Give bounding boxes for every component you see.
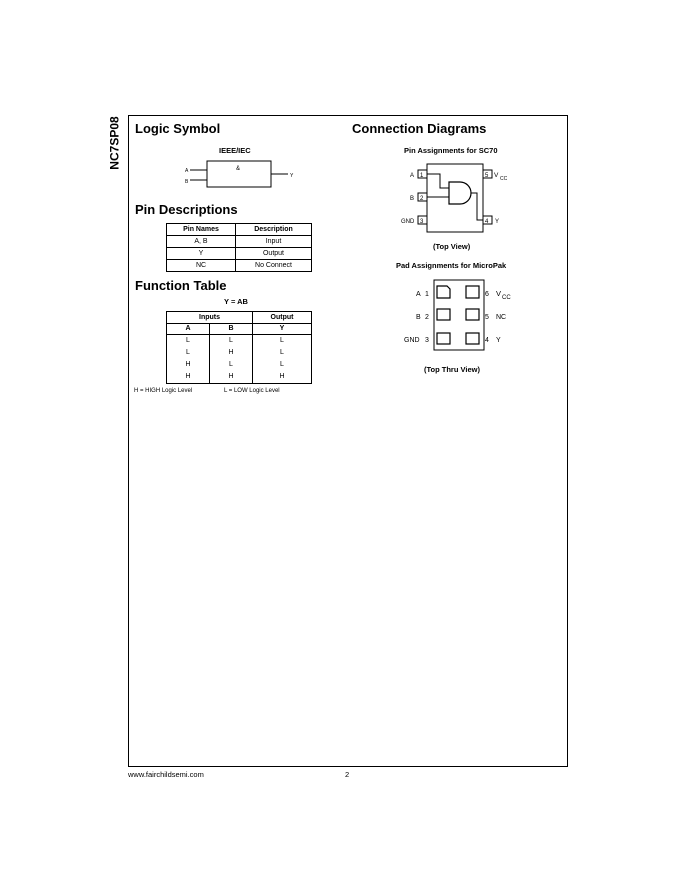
- page-number: 2: [345, 770, 350, 779]
- sc70-pin3-num: 3: [420, 219, 424, 225]
- pin-name-cell: NC: [167, 260, 236, 272]
- sc70-wire-y: [471, 193, 483, 220]
- ieee-iec-label: IEEE/IEC: [219, 146, 251, 155]
- micropak-pin5-name: NC: [496, 314, 507, 321]
- micropak-pin5-num: 5: [485, 314, 489, 321]
- pin-name-cell: Y: [167, 248, 236, 260]
- table-row: [167, 248, 312, 260]
- connection-diagrams-heading: Connection Diagrams: [352, 121, 487, 136]
- group-header-row: [167, 312, 312, 324]
- legend-high: H = HIGH Logic Level: [134, 388, 193, 394]
- legend-low: L = LOW Logic Level: [224, 388, 280, 394]
- sc70-pin5-name: V: [494, 172, 499, 179]
- cell-b: H: [210, 371, 253, 384]
- function-table-heading: Function Table: [135, 278, 227, 293]
- sc70-pin5-subscript: CC: [500, 176, 508, 182]
- sc70-caption: (Top View): [433, 242, 471, 251]
- column-header: Pin Names: [167, 224, 236, 236]
- micropak-pad4: [466, 333, 479, 344]
- table-row: [167, 359, 312, 371]
- micropak-pinout-diagram: [396, 278, 526, 354]
- output-label: Y: [290, 173, 294, 179]
- side-part-number: [104, 118, 134, 178]
- and-gate-icon: [449, 182, 471, 204]
- sc70-pin1-num: 1: [420, 173, 424, 179]
- micropak-pin3-name: GND: [404, 337, 420, 344]
- table-row: [167, 260, 312, 272]
- cell-b: H: [210, 347, 253, 359]
- micropak-pin2-num: 2: [425, 314, 429, 321]
- sc70-pinout-diagram: [396, 160, 520, 236]
- function-table: [166, 311, 312, 384]
- part-number-label: NC7SP08: [107, 116, 122, 170]
- micropak-pad5: [466, 309, 479, 320]
- cell-y: L: [280, 361, 284, 368]
- cell-y: L: [280, 349, 284, 356]
- sc70-wire-a: [427, 174, 449, 188]
- sc70-pin1-name: A: [410, 173, 415, 179]
- column-header: Description: [236, 224, 312, 236]
- function-equation: Y = AB: [224, 297, 248, 306]
- micropak-pad3: [437, 333, 450, 344]
- micropak-title: Pad Assignments for MicroPak: [396, 261, 507, 270]
- column-header-row: [167, 324, 312, 335]
- sc70-pin2-num: 2: [420, 196, 424, 202]
- micropak-package-body: [434, 280, 484, 350]
- input-a-label: A: [185, 168, 189, 174]
- sc70-pin3-name: GND: [401, 219, 415, 225]
- pin-descriptions-table: [166, 223, 312, 272]
- sc70-pin2-name: B: [410, 196, 415, 202]
- description-cell: Input: [236, 236, 312, 248]
- micropak-pad6: [466, 286, 479, 298]
- description-cell: No Connect: [236, 260, 312, 272]
- micropak-pin6-num: 6: [485, 291, 489, 298]
- input-b-label: B: [185, 179, 189, 185]
- cell-y: L: [280, 337, 284, 344]
- sc70-pin4-num: 4: [485, 219, 489, 225]
- cell-a: H: [167, 359, 210, 371]
- micropak-pin4-name: Y: [496, 337, 501, 344]
- description-cell: Output: [236, 248, 312, 260]
- table-header-row: [167, 224, 312, 236]
- table-row: [167, 236, 312, 248]
- pin-name-cell: A, B: [167, 236, 236, 248]
- micropak-pin3-num: 3: [425, 337, 429, 344]
- table-row: [167, 347, 312, 359]
- sc70-pin4-name: Y: [495, 219, 500, 225]
- cell-b: L: [210, 335, 253, 348]
- footer-url[interactable]: www.fairchildsemi.com: [128, 770, 204, 779]
- micropak-pin2-name: B: [416, 314, 421, 321]
- logic-symbol-diagram: [180, 158, 300, 192]
- column-header-a: A: [167, 324, 210, 335]
- cell-a: H: [167, 371, 210, 384]
- micropak-pad1: [437, 286, 450, 298]
- logic-symbol-heading: Logic Symbol: [135, 121, 221, 136]
- gate-box: [207, 161, 271, 187]
- table-row: [167, 371, 312, 384]
- cell-a: L: [167, 347, 210, 359]
- cell-b: L: [210, 359, 253, 371]
- inputs-group-header: Inputs: [167, 312, 253, 324]
- micropak-pin1-num: 1: [425, 291, 429, 298]
- micropak-pin6-name: V: [496, 289, 502, 298]
- micropak-caption: (Top Thru View): [424, 365, 480, 374]
- column-header-y: Y: [253, 324, 312, 335]
- micropak-pin6-subscript: CC: [502, 295, 511, 301]
- table-row: [167, 335, 312, 348]
- cell-y: H: [279, 373, 285, 380]
- micropak-pin1-name: A: [416, 291, 421, 298]
- micropak-pin4-num: 4: [485, 337, 489, 344]
- sc70-title: Pin Assignments for SC70: [404, 146, 498, 155]
- pin-descriptions-heading: Pin Descriptions: [135, 202, 238, 217]
- micropak-pad2: [437, 309, 450, 320]
- cell-a: L: [167, 335, 210, 348]
- sc70-pin5-num: 5: [485, 173, 489, 179]
- output-group-header: Output: [253, 312, 312, 324]
- column-header-b: B: [210, 324, 253, 335]
- gate-symbol: &: [236, 166, 241, 172]
